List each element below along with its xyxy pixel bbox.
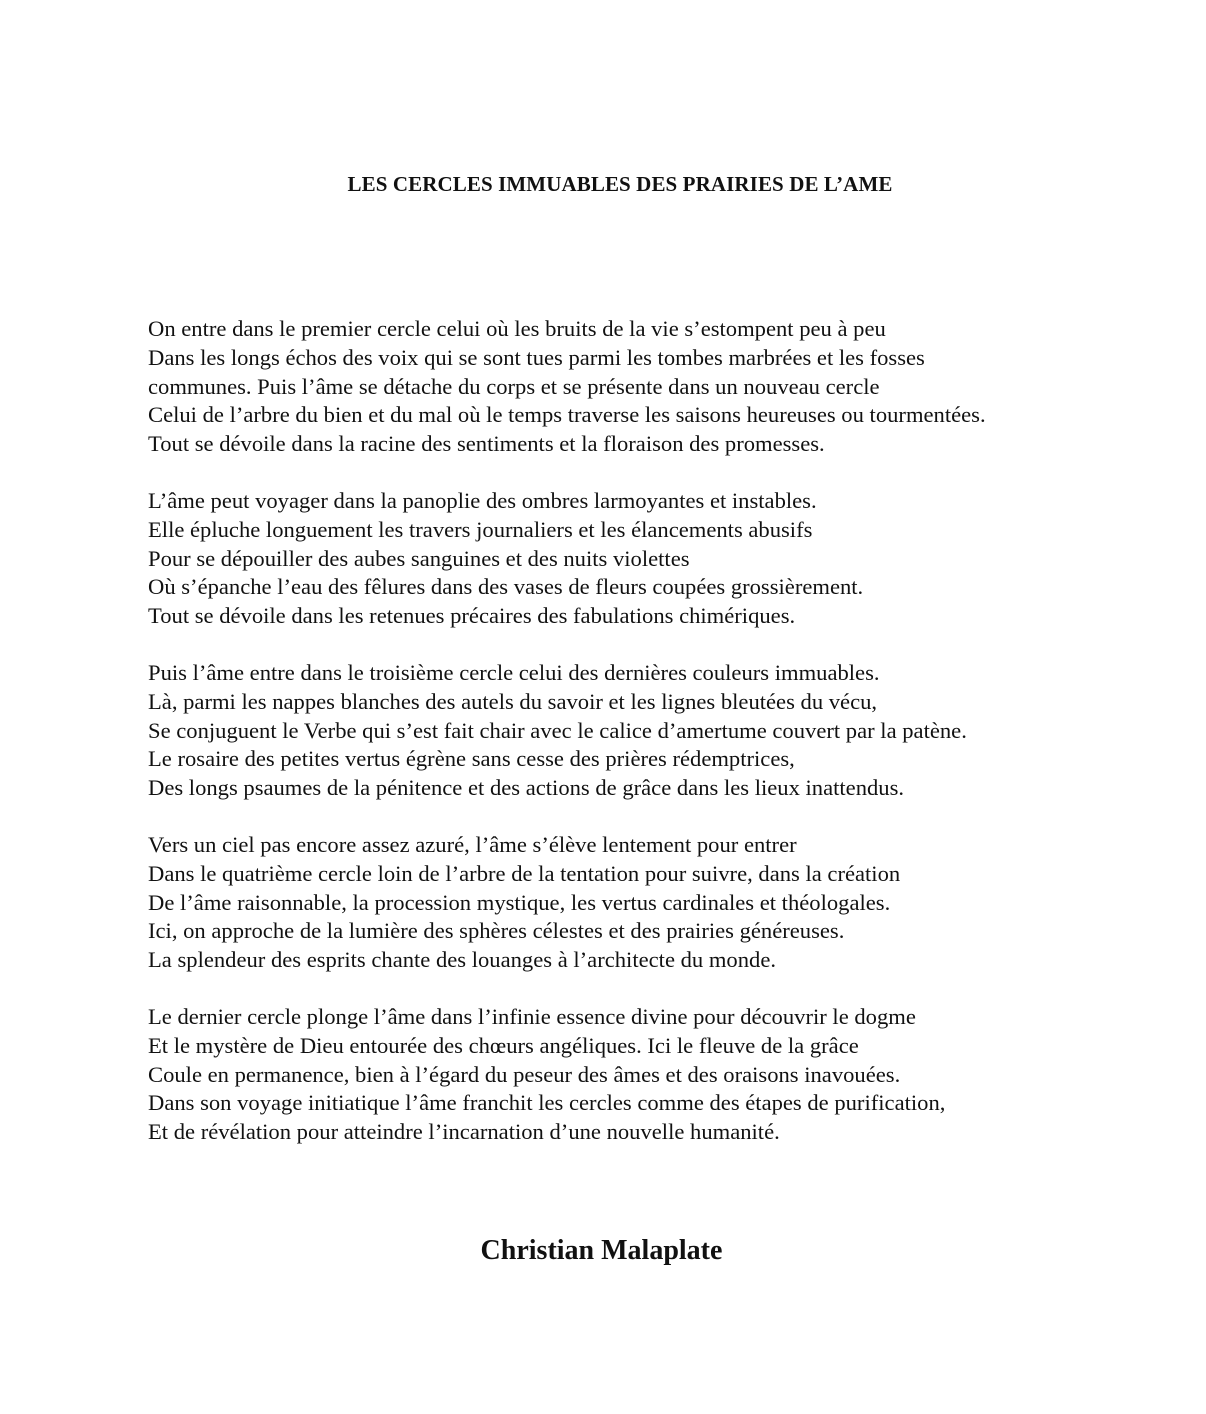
poem-line: La splendeur des esprits chante des louanges à l’architecte du monde. <box>148 947 777 973</box>
stanza-5 <box>148 1003 1188 1147</box>
poem-line: communes. Puis l’âme se détache du corps et se présente dans un nouveau cercle <box>148 373 880 399</box>
poem-body <box>148 315 1188 1175</box>
poem-line: Pour se dépouiller des aubes sanguines et des nuits violettes <box>148 545 690 571</box>
poem-line: Dans son voyage initiatique l’âme franchit les cercles comme des étapes de purification, <box>148 1090 946 1116</box>
poem-line: Elle épluche longuement les travers journaliers et les élancements abusifs <box>148 516 813 542</box>
poem-line: Puis l’âme entre dans le troisième cercle celui des dernières couleurs immuables. <box>148 659 880 685</box>
poem-line: Tout se dévoile dans les retenues précaires des fabulations chimériques. <box>148 603 796 629</box>
stanza-1 <box>148 315 1188 459</box>
poem-line: Le rosaire des petites vertus égrène sans cesse des prières rédemptrices, <box>148 746 795 772</box>
poem-line: Se conjuguent le Verbe qui s’est fait chair avec le calice d’amertume couvert par la patène. <box>148 717 967 743</box>
poem-line: Et de révélation pour atteindre l’incarnation d’une nouvelle humanité. <box>148 1119 780 1145</box>
poem-line: Dans le quatrième cercle loin de l’arbre de la tentation pour suivre, dans la création <box>148 860 901 886</box>
poem-line: Vers un ciel pas encore assez azuré, l’âme s’élève lentement pour entrer <box>148 831 797 857</box>
stanza-3 <box>148 659 1188 803</box>
poem-line: Où s’épanche l’eau des fêlures dans des vases de fleurs coupées grossièrement. <box>148 574 864 600</box>
poem-line: Le dernier cercle plonge l’âme dans l’infinie essence divine pour découvrir le dogme <box>148 1003 916 1029</box>
author-signature: Christian Malaplate <box>480 1235 723 1266</box>
poem-line: Celui de l’arbre du bien et du mal où le temps traverse les saisons heureuses ou tourmentées. <box>148 402 986 428</box>
poem-line: Coule en permanence, bien à l’égard du peseur des âmes et des oraisons inavouées. <box>148 1061 901 1087</box>
poem-line: Tout se dévoile dans la racine des sentiments et la floraison des promesses. <box>148 431 825 457</box>
poem-line: Là, parmi les nappes blanches des autels du savoir et les lignes bleutées du vécu, <box>148 688 878 714</box>
stanza-4 <box>148 831 1188 975</box>
poem-line: L’âme peut voyager dans la panoplie des ombres larmoyantes et instables. <box>148 487 817 513</box>
poem-line: Dans les longs échos des voix qui se sont tues parmi les tombes marbrées et les fosses <box>148 344 925 370</box>
poem-line: Et le mystère de Dieu entourée des chœurs angéliques. Ici le fleuve de la grâce <box>148 1032 859 1058</box>
poem-line: Des longs psaumes de la pénitence et des actions de grâce dans les lieux inattendus. <box>148 775 905 801</box>
poem-line: De l’âme raisonnable, la procession mystique, les vertus cardinales et théologales. <box>148 889 891 915</box>
poem-line: On entre dans le premier cercle celui où les bruits de la vie s’estompent peu à peu <box>148 316 886 341</box>
poem-title: LES CERCLES IMMUABLES DES PRAIRIES DE L’AME <box>347 172 893 196</box>
poem-line: Ici, on approche de la lumière des sphères célestes et des prairies généreuses. <box>148 918 845 944</box>
stanza-2 <box>148 487 1188 631</box>
